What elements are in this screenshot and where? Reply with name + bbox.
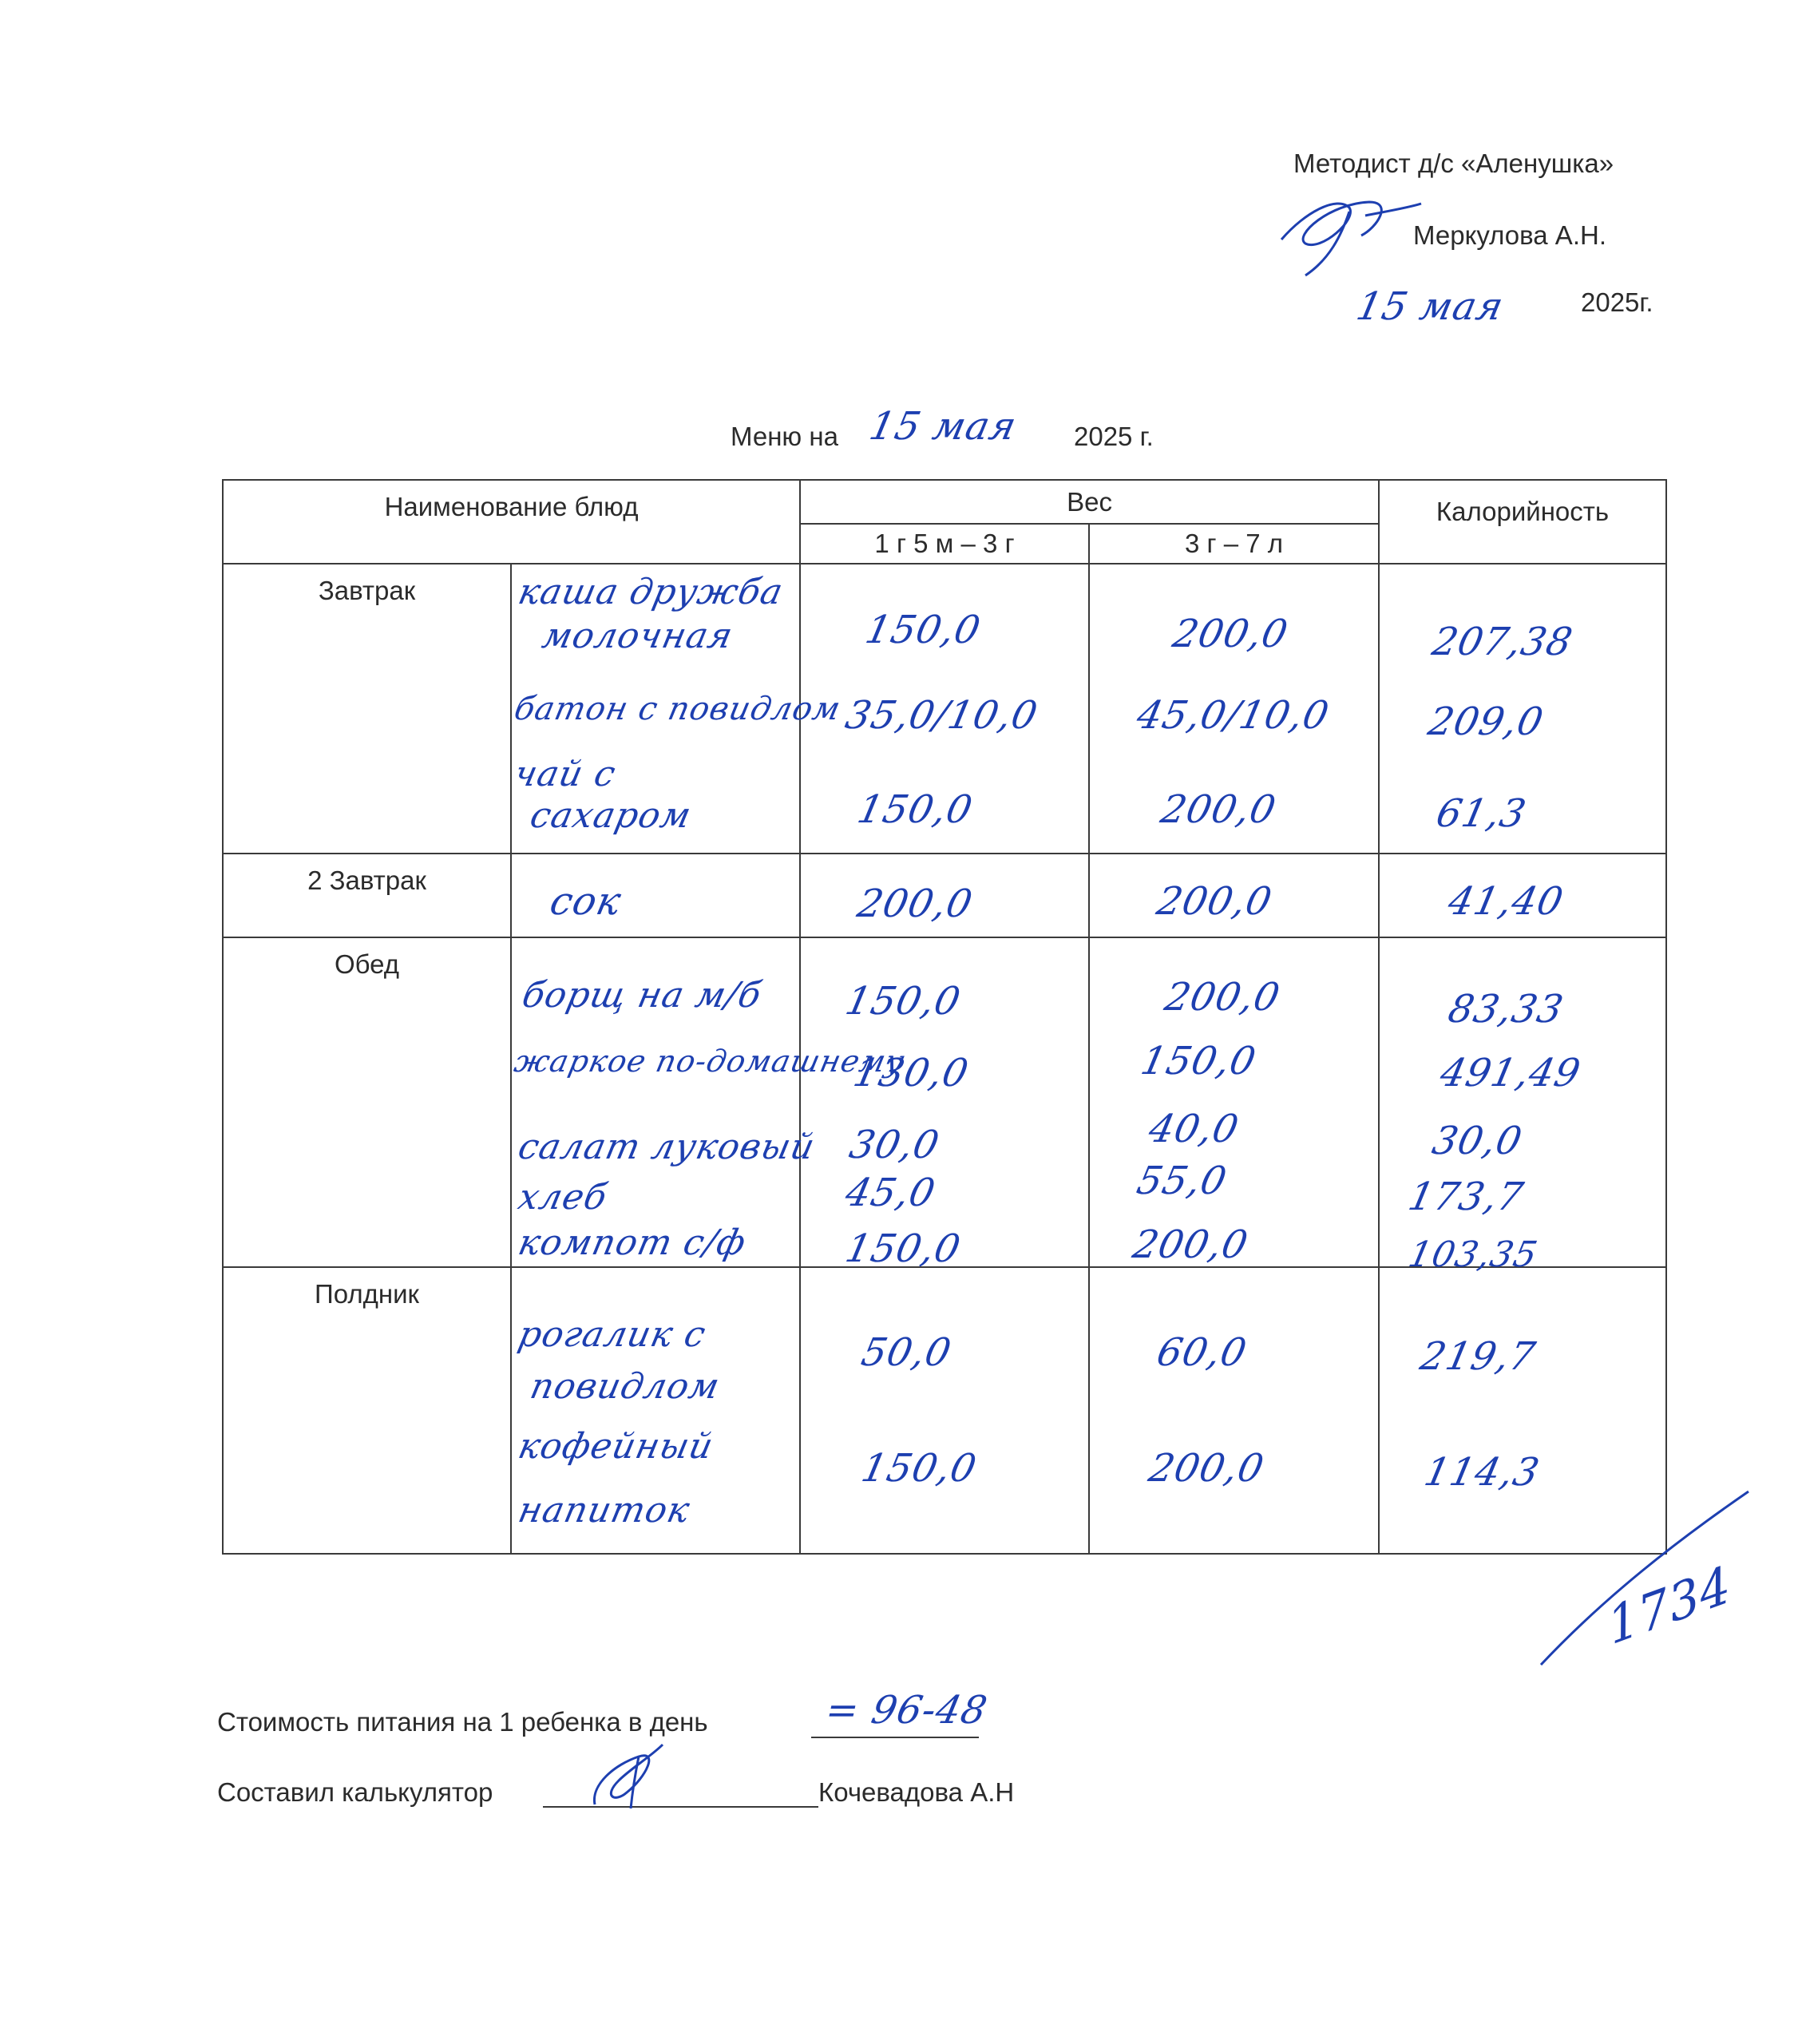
- cost-value: = 96-48: [822, 1688, 992, 1733]
- calories: 83,33: [1444, 987, 1568, 1032]
- menu-title-prefix: Меню на: [731, 422, 838, 451]
- dish-name: сок: [546, 879, 626, 924]
- dish-name: жаркое по-домашнему: [511, 1044, 909, 1079]
- compiler-name: Кочевадова А.Н: [818, 1777, 1015, 1807]
- meal-cell: [223, 854, 511, 937]
- table-row: [223, 937, 1666, 1267]
- dish-name: салат луковый: [514, 1127, 819, 1167]
- header-dish-name: Наименование блюд: [223, 480, 800, 564]
- dish-name: повидлом: [526, 1366, 724, 1407]
- calories: 61,3: [1432, 791, 1531, 836]
- meal-cell: [223, 564, 511, 854]
- compiler-label: Составил калькулятор: [217, 1777, 493, 1807]
- calories: 491,49: [1436, 1051, 1585, 1095]
- total-handwritten: 1734: [1603, 1554, 1736, 1657]
- calories: 103,35: [1404, 1234, 1542, 1275]
- dish-name: рогалик с: [514, 1314, 710, 1355]
- meal-cell: [223, 1267, 511, 1554]
- weight-2: 200,0: [1129, 1222, 1253, 1267]
- weight-2: 200,0: [1161, 975, 1285, 1020]
- dish-name: напиток: [514, 1490, 694, 1531]
- meal-label: 2 Завтрак: [307, 866, 426, 895]
- table-row: [223, 564, 1666, 854]
- weight-1: 35,0/10,0: [842, 693, 1042, 738]
- weight-1: 30,0: [846, 1123, 944, 1167]
- weight-1: 50,0: [857, 1330, 956, 1375]
- weight-2: 200,0: [1153, 879, 1277, 924]
- approval-year: 2025г.: [1581, 287, 1653, 317]
- dish-name: компот с/ф: [514, 1222, 750, 1263]
- weight-1: 200,0: [853, 881, 977, 926]
- dish-name: сахаром: [526, 795, 695, 836]
- header-age-1: 1 г 5 м – 3 г: [800, 524, 1089, 564]
- weight-1: 150,0: [861, 608, 985, 652]
- dish-name: каша дружба: [514, 572, 787, 612]
- weight-2: 55,0: [1133, 1159, 1231, 1203]
- dish-name: кофейный: [514, 1426, 718, 1467]
- cost-underline: [811, 1737, 979, 1738]
- meal-label: Полдник: [315, 1279, 419, 1309]
- calories: 219,7: [1416, 1334, 1540, 1379]
- weight-2: 40,0: [1145, 1107, 1243, 1151]
- weight-2: 60,0: [1153, 1330, 1251, 1375]
- weight-2: 200,0: [1157, 787, 1281, 832]
- meal-cell: [223, 937, 511, 1267]
- menu-title-date-handwritten: 15 мая: [865, 404, 1021, 449]
- menu-table: [222, 479, 1667, 1555]
- calories: 207,38: [1428, 620, 1577, 664]
- weight-1: 130,0: [849, 1051, 973, 1095]
- weight-1: 150,0: [857, 1446, 981, 1491]
- compiler-signature: [583, 1741, 679, 1812]
- approval-name: Меркулова А.Н.: [1413, 220, 1606, 250]
- table-row: [223, 854, 1666, 937]
- weight-2: 150,0: [1137, 1039, 1261, 1083]
- approval-date-handwritten: 15 мая: [1352, 284, 1508, 329]
- cost-label: Стоимость питания на 1 ребенка в день: [217, 1707, 708, 1737]
- weight-1: 150,0: [842, 979, 965, 1024]
- dish-name: хлеб: [514, 1177, 612, 1218]
- table-row: [223, 1267, 1666, 1554]
- calories: 114,3: [1420, 1450, 1544, 1495]
- dish-name: батон с повидлом: [511, 691, 845, 727]
- weight-1: 150,0: [853, 787, 977, 832]
- approval-position: Методист д/с «Аленушка»: [1293, 149, 1614, 178]
- weight-1: 45,0: [842, 1171, 940, 1215]
- header-calories: Калорийность: [1379, 480, 1666, 564]
- weight-2: 45,0/10,0: [1133, 693, 1333, 738]
- menu-title-suffix: 2025 г.: [1074, 422, 1154, 451]
- weight-2: 200,0: [1169, 612, 1293, 656]
- dish-name: чай с: [510, 754, 620, 794]
- meal-label: Обед: [334, 949, 400, 979]
- weight-2: 200,0: [1145, 1446, 1269, 1491]
- calories: 30,0: [1428, 1119, 1527, 1163]
- weight-1: 150,0: [842, 1226, 965, 1271]
- calories: 173,7: [1404, 1175, 1528, 1219]
- dish-name: молочная: [538, 616, 737, 656]
- header-weight: Вес: [800, 480, 1379, 524]
- header-age-2: 3 г – 7 л: [1089, 524, 1379, 564]
- calories: 209,0: [1424, 699, 1548, 744]
- meal-label: Завтрак: [318, 576, 416, 605]
- methodist-signature: [1273, 180, 1425, 283]
- calories: 41,40: [1444, 879, 1568, 924]
- dish-name: борщ на м/б: [518, 975, 766, 1016]
